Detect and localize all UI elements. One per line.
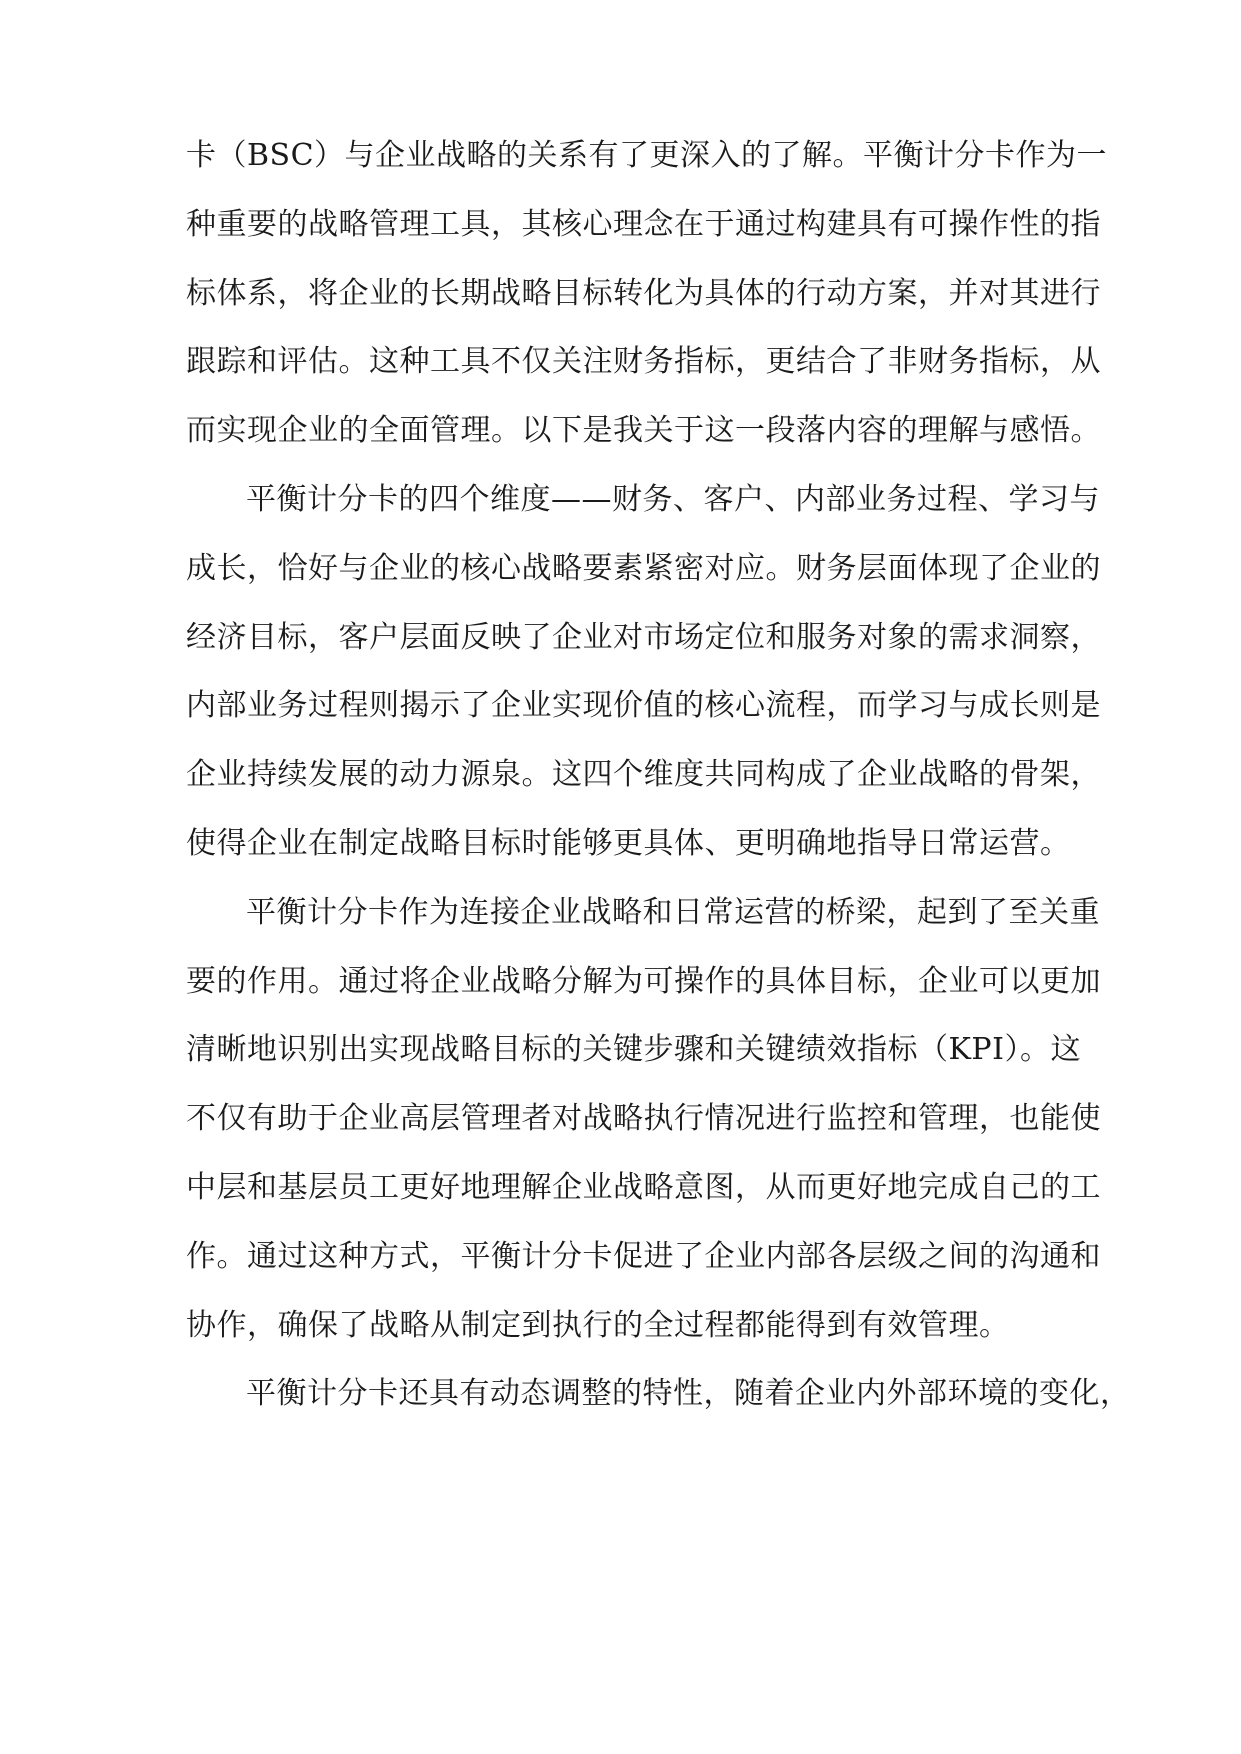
paragraph-start-line: 平衡计分卡作为连接企业战略和日常运营的桥梁，起到了至关重 [246, 894, 1100, 930]
text-line: 种重要的战略管理工具，其核心理念在于通过构建具有可操作性的指 [186, 206, 1101, 242]
text-line: 卡（BSC）与企业战略的关系有了更深入的了解。平衡计分卡作为一 [186, 138, 1108, 173]
text-line: 中层和基层员工更好地理解企业战略意图，从而更好地完成自己的工 [186, 1169, 1101, 1205]
text-line: 不仅有助于企业高层管理者对战略执行情况进行监控和管理，也能使 [186, 1101, 1101, 1137]
text-line: 标体系，将企业的长期战略目标转化为具体的行动方案，并对其进行 [186, 275, 1101, 311]
paragraph-start-line: 平衡计分卡的四个维度——财务、客户、内部业务过程、学习与 [246, 481, 1100, 517]
text-line: 清晰地识别出实现战略目标的关键步骤和关键绩效指标（KPI）。这 [186, 1032, 1081, 1068]
text-line: 而实现企业的全面管理。以下是我关于这一段落内容的理解与感悟。 [186, 413, 1101, 449]
text-line: 经济目标，客户层面反映了企业对市场定位和服务对象的需求洞察， [186, 619, 1101, 655]
text-line: 使得企业在制定战略目标时能够更具体、更明确地指导日常运营。 [186, 825, 1071, 861]
text-line: 企业持续发展的动力源泉。这四个维度共同构成了企业战略的骨架， [186, 757, 1101, 793]
text-line: 协作，确保了战略从制定到执行的全过程都能得到有效管理。 [186, 1307, 1010, 1343]
text-line: 内部业务过程则揭示了企业实现价值的核心流程，而学习与成长则是 [186, 688, 1101, 724]
text-line: 要的作用。通过将企业战略分解为可操作的具体目标，企业可以更加 [186, 963, 1101, 999]
text-line: 成长，恰好与企业的核心战略要素紧密对应。财务层面体现了企业的 [186, 550, 1101, 586]
text-line: 跟踪和评估。这种工具不仅关注财务指标，更结合了非财务指标，从 [186, 344, 1101, 380]
body-text [186, 122, 1131, 1429]
text-line: 作。通过这种方式，平衡计分卡促进了企业内部各层级之间的沟通和 [186, 1238, 1101, 1274]
paragraph-start-line: 平衡计分卡还具有动态调整的特性，随着企业内外部环境的变化， [246, 1376, 1131, 1412]
